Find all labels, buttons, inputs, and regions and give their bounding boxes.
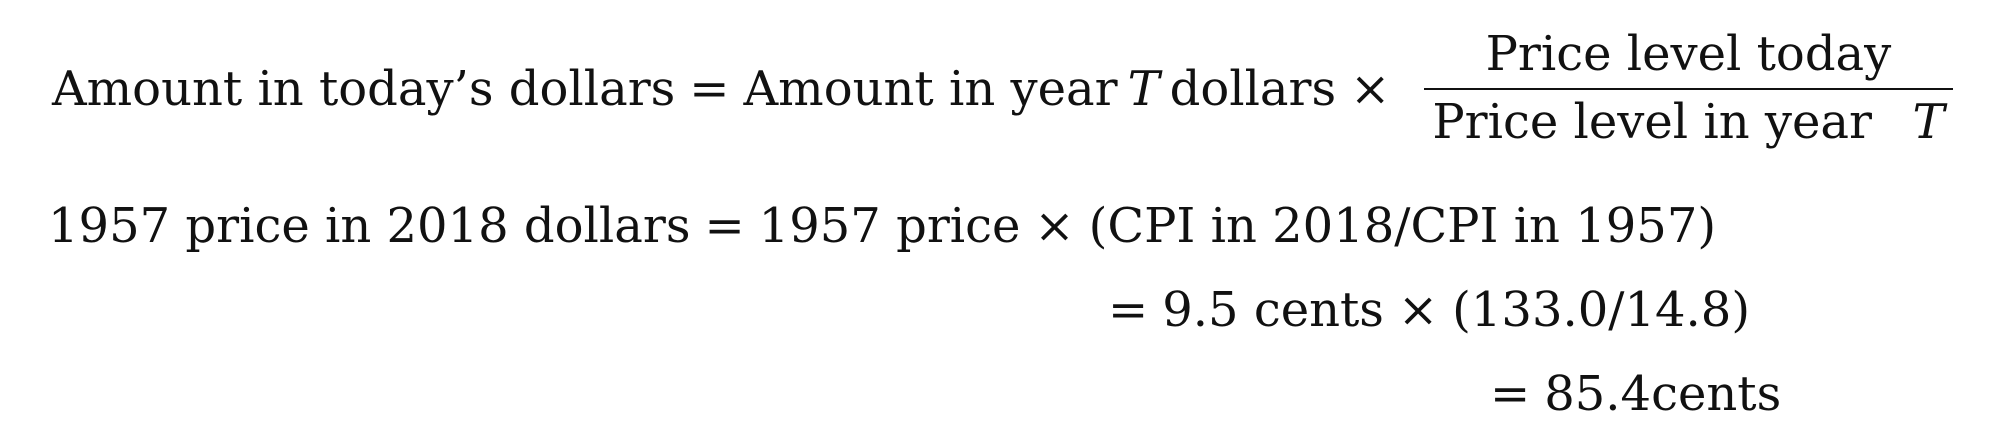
equation-2-rhs: 1957 price xyxy=(758,198,1021,254)
equation-4-rhs: 85.4cents xyxy=(1544,366,1782,422)
equation-2-times: × xyxy=(1034,198,1075,254)
equation-4-equals: = xyxy=(1490,366,1531,422)
equation-2-equals: = xyxy=(704,198,745,254)
equation-3-parenthetical: (133.0/14.8) xyxy=(1452,282,1751,338)
equation-line-4 xyxy=(1490,366,1781,422)
equation-1-equals: = xyxy=(689,60,730,117)
equation-1-rhs-prefix: Amount in year xyxy=(743,60,1118,117)
equation-line-1 xyxy=(52,28,1953,150)
equation-1-rhs-suffix: dollars xyxy=(1169,60,1337,117)
equation-3-times: × xyxy=(1397,282,1439,338)
equation-1-numerator: Price level today xyxy=(1485,26,1892,82)
equation-1-times: × xyxy=(1350,60,1391,117)
equation-3-rhs: 9.5 cents xyxy=(1162,282,1384,338)
equation-2-lhs: 1957 price in 2018 dollars xyxy=(48,198,691,254)
equation-1-rhs-variable: T xyxy=(1127,60,1160,117)
equation-line-3 xyxy=(1108,282,1750,338)
equation-1-denominator xyxy=(1424,93,1952,150)
equation-1-denominator-prefix: Price level in year xyxy=(1432,93,1872,150)
equation-3-equals: = xyxy=(1108,282,1149,338)
equation-1-denominator-variable: T xyxy=(1912,93,1945,150)
equation-line-2 xyxy=(48,198,1716,254)
fraction-bar xyxy=(1424,88,1952,90)
equation-2-parenthetical: (CPI in 2018/CPI in 1957) xyxy=(1088,198,1717,254)
equation-1-lhs: Amount in today’s dollars xyxy=(52,60,676,117)
equation-1-fraction xyxy=(1424,28,1952,150)
